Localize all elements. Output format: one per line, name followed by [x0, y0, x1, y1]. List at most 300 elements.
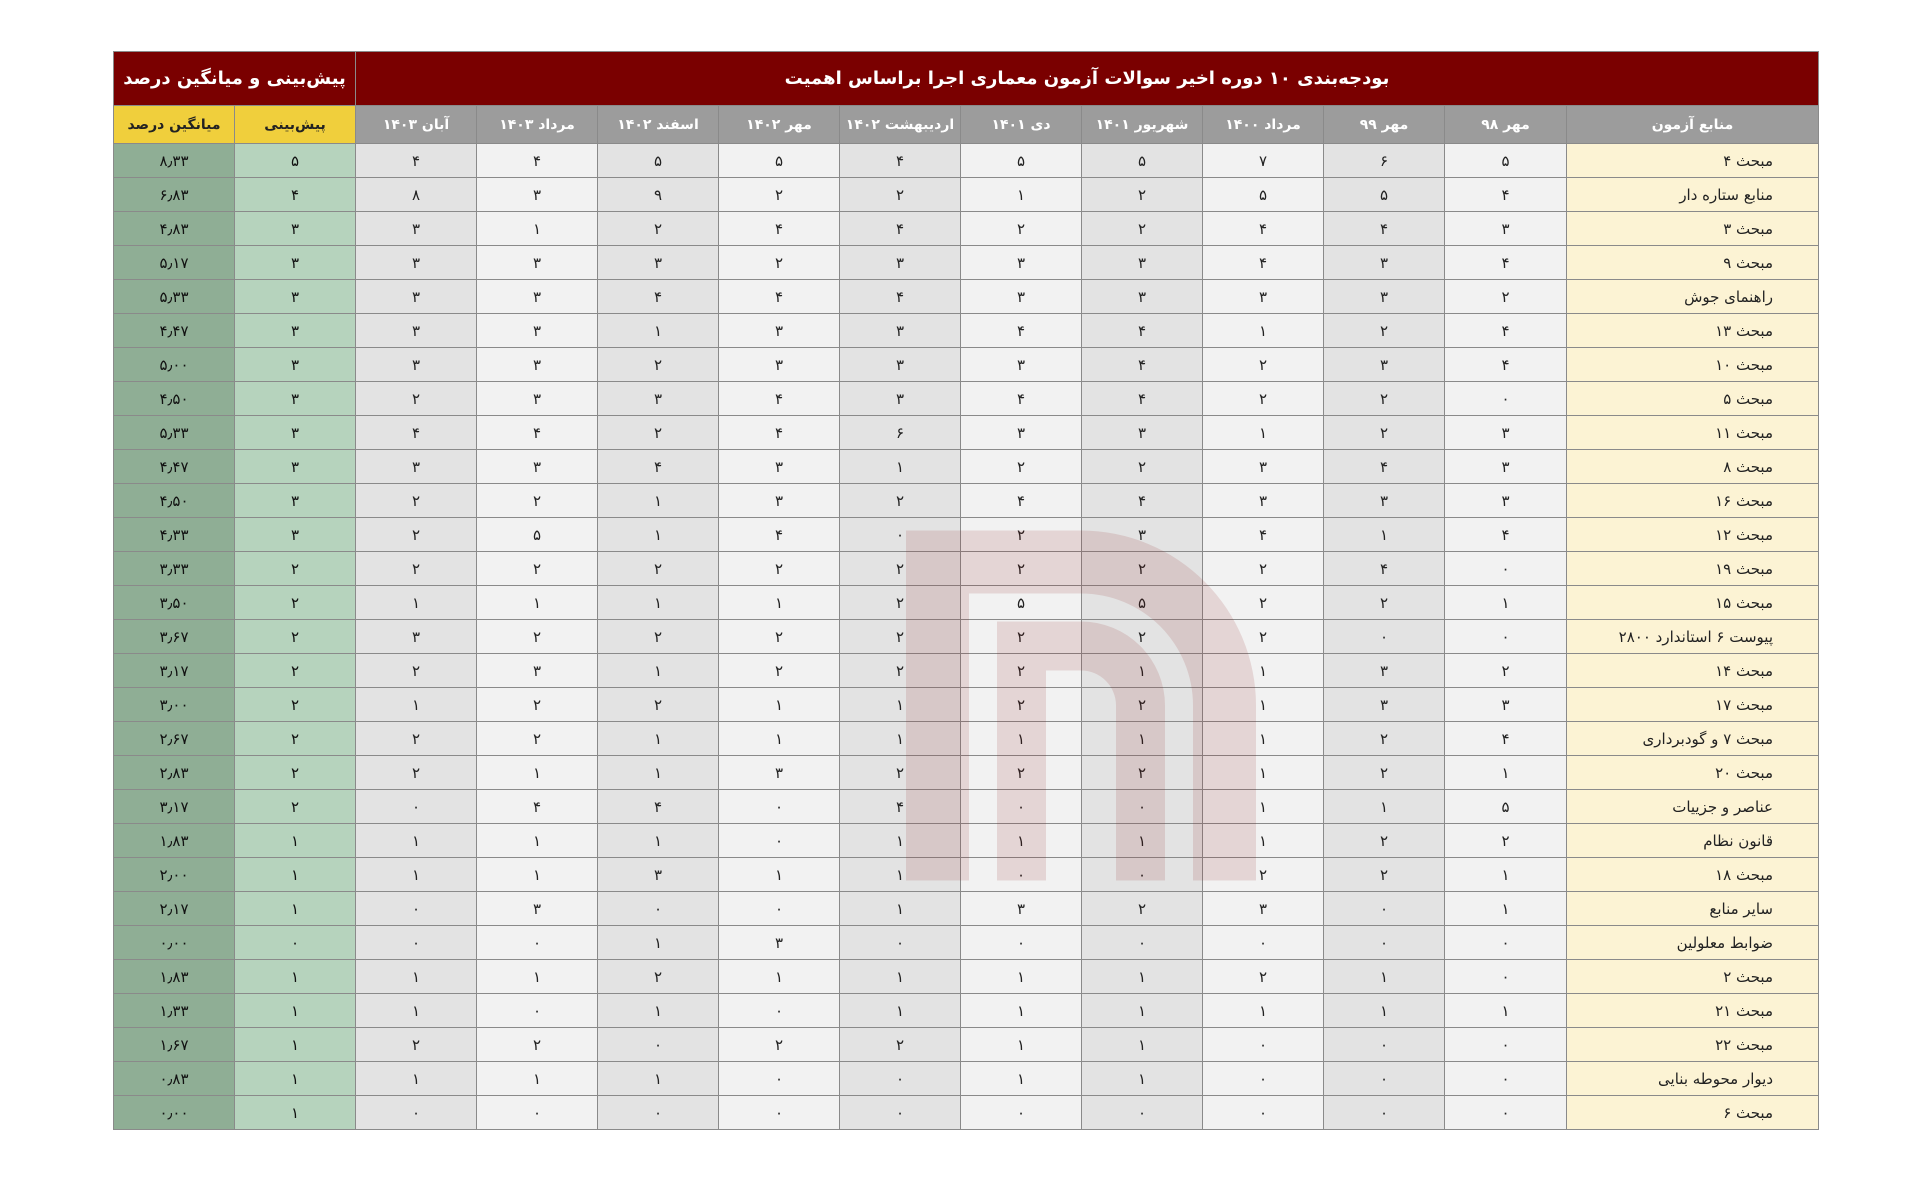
- source-name-cell: مبحث ۲۲: [1567, 1028, 1819, 1062]
- period-count-cell: ۳: [961, 416, 1082, 450]
- prediction-cell: ۳: [235, 450, 356, 484]
- period-count-cell: ۲: [840, 756, 961, 790]
- period-count-cell: ۱: [840, 824, 961, 858]
- average-percent-cell: ۱٫۳۳: [114, 994, 235, 1028]
- period-count-cell: ۲: [840, 620, 961, 654]
- period-count-cell: ۴: [598, 450, 719, 484]
- period-count-cell: ۰: [1445, 382, 1567, 416]
- period-count-cell: ۳: [719, 484, 840, 518]
- period-count-cell: ۰: [961, 1096, 1082, 1130]
- period-count-cell: ۱: [356, 1062, 477, 1096]
- average-percent-cell: ۴٫۵۰: [114, 382, 235, 416]
- period-count-cell: ۳: [1324, 348, 1445, 382]
- period-count-cell: ۱: [1445, 756, 1567, 790]
- period-count-cell: ۳: [477, 450, 598, 484]
- table-row: [114, 620, 1819, 654]
- period-count-cell: ۵: [1324, 178, 1445, 212]
- period-count-cell: ۲: [598, 212, 719, 246]
- period-count-cell: ۰: [1445, 1062, 1567, 1096]
- prediction-cell: ۱: [235, 858, 356, 892]
- period-count-cell: ۳: [1324, 484, 1445, 518]
- period-count-cell: ۴: [598, 790, 719, 824]
- period-count-cell: ۶: [840, 416, 961, 450]
- period-count-cell: ۸: [356, 178, 477, 212]
- period-count-cell: ۳: [840, 348, 961, 382]
- period-count-cell: ۰: [719, 1096, 840, 1130]
- period-count-cell: ۱: [598, 1062, 719, 1096]
- source-name-cell: سایر منابع: [1567, 892, 1819, 926]
- period-count-cell: ۱: [356, 688, 477, 722]
- period-count-cell: ۲: [1203, 620, 1324, 654]
- period-count-cell: ۴: [961, 314, 1082, 348]
- period-count-cell: ۰: [1324, 892, 1445, 926]
- period-count-cell: ۲: [719, 1028, 840, 1062]
- period-count-cell: ۴: [1082, 314, 1203, 348]
- period-count-cell: ۰: [1082, 926, 1203, 960]
- period-count-cell: ۳: [1082, 246, 1203, 280]
- period-count-cell: ۱: [840, 994, 961, 1028]
- period-count-cell: ۲: [1324, 416, 1445, 450]
- period-count-cell: ۲: [961, 688, 1082, 722]
- table-row: [114, 960, 1819, 994]
- source-name-cell: مبحث ۱۴: [1567, 654, 1819, 688]
- period-count-cell: ۴: [840, 790, 961, 824]
- period-count-cell: ۳: [1324, 280, 1445, 314]
- period-count-cell: ۱: [840, 688, 961, 722]
- table-row: [114, 144, 1819, 178]
- period-count-cell: ۴: [840, 144, 961, 178]
- period-count-cell: ۴: [1203, 212, 1324, 246]
- period-count-cell: ۷: [1203, 144, 1324, 178]
- period-count-cell: ۰: [1324, 1028, 1445, 1062]
- table-row: [114, 552, 1819, 586]
- period-count-cell: ۲: [1203, 586, 1324, 620]
- period-count-cell: ۳: [1324, 654, 1445, 688]
- period-count-cell: ۲: [1082, 620, 1203, 654]
- period-count-cell: ۰: [1203, 926, 1324, 960]
- average-percent-cell: ۰٫۸۳: [114, 1062, 235, 1096]
- period-count-cell: ۲: [1203, 382, 1324, 416]
- period-count-cell: ۳: [1445, 688, 1567, 722]
- prediction-cell: ۱: [235, 1028, 356, 1062]
- period-count-cell: ۵: [1082, 586, 1203, 620]
- period-count-cell: ۰: [598, 1028, 719, 1062]
- average-percent-cell: ۴٫۴۷: [114, 314, 235, 348]
- period-count-cell: ۲: [840, 586, 961, 620]
- source-name-cell: مبحث ۵: [1567, 382, 1819, 416]
- period-count-cell: ۴: [961, 382, 1082, 416]
- period-count-cell: ۱: [1445, 892, 1567, 926]
- period-count-cell: ۱: [961, 1028, 1082, 1062]
- prediction-cell: ۳: [235, 382, 356, 416]
- column-header-period: مهر ۱۴۰۲: [719, 106, 840, 144]
- prediction-cell: ۲: [235, 620, 356, 654]
- source-name-cell: عناصر و جزییات: [1567, 790, 1819, 824]
- period-count-cell: ۲: [598, 960, 719, 994]
- period-count-cell: ۲: [477, 484, 598, 518]
- period-count-cell: ۴: [1445, 722, 1567, 756]
- period-count-cell: ۰: [1324, 926, 1445, 960]
- period-count-cell: ۵: [477, 518, 598, 552]
- period-count-cell: ۲: [840, 552, 961, 586]
- prediction-cell: ۳: [235, 246, 356, 280]
- period-count-cell: ۰: [477, 926, 598, 960]
- prediction-cell: ۱: [235, 1062, 356, 1096]
- period-count-cell: ۲: [961, 756, 1082, 790]
- period-count-cell: ۴: [719, 212, 840, 246]
- column-header-period: آبان ۱۴۰۳: [356, 106, 477, 144]
- period-count-cell: ۲: [1203, 552, 1324, 586]
- source-name-cell: مبحث ۱۵: [1567, 586, 1819, 620]
- period-count-cell: ۴: [477, 416, 598, 450]
- table-row: [114, 212, 1819, 246]
- period-count-cell: ۱: [1203, 790, 1324, 824]
- period-count-cell: ۱: [477, 824, 598, 858]
- period-count-cell: ۰: [719, 1062, 840, 1096]
- period-count-cell: ۱: [840, 722, 961, 756]
- period-count-cell: ۴: [356, 144, 477, 178]
- period-count-cell: ۳: [356, 620, 477, 654]
- period-count-cell: ۱: [1082, 994, 1203, 1028]
- average-percent-cell: ۳٫۱۷: [114, 654, 235, 688]
- period-count-cell: ۲: [1445, 280, 1567, 314]
- period-count-cell: ۲: [1082, 212, 1203, 246]
- period-count-cell: ۱: [961, 722, 1082, 756]
- table-row: [114, 246, 1819, 280]
- average-percent-cell: ۳٫۵۰: [114, 586, 235, 620]
- period-count-cell: ۲: [719, 654, 840, 688]
- period-count-cell: ۲: [356, 382, 477, 416]
- period-count-cell: ۲: [1324, 824, 1445, 858]
- table-row: [114, 1096, 1819, 1130]
- average-percent-cell: ۲٫۰۰: [114, 858, 235, 892]
- period-count-cell: ۲: [356, 552, 477, 586]
- period-count-cell: ۹: [598, 178, 719, 212]
- average-percent-cell: ۰٫۰۰: [114, 926, 235, 960]
- period-count-cell: ۳: [961, 892, 1082, 926]
- period-count-cell: ۳: [1203, 280, 1324, 314]
- period-count-cell: ۱: [356, 960, 477, 994]
- period-count-cell: ۰: [1445, 1028, 1567, 1062]
- table-row: [114, 756, 1819, 790]
- column-header-period: مهر ۹۹: [1324, 106, 1445, 144]
- source-name-cell: مبحث ۱۰: [1567, 348, 1819, 382]
- period-count-cell: ۲: [598, 348, 719, 382]
- table-row: [114, 892, 1819, 926]
- source-name-cell: منابع ستاره دار: [1567, 178, 1819, 212]
- period-count-cell: ۰: [1203, 1028, 1324, 1062]
- average-percent-cell: ۳٫۳۳: [114, 552, 235, 586]
- period-count-cell: ۱: [719, 586, 840, 620]
- period-count-cell: ۳: [1203, 484, 1324, 518]
- period-count-cell: ۲: [356, 1028, 477, 1062]
- prediction-cell: ۰: [235, 926, 356, 960]
- period-count-cell: ۲: [1082, 756, 1203, 790]
- period-count-cell: ۱: [598, 994, 719, 1028]
- period-count-cell: ۳: [356, 246, 477, 280]
- period-count-cell: ۲: [1082, 688, 1203, 722]
- period-count-cell: ۴: [719, 280, 840, 314]
- period-count-cell: ۴: [477, 144, 598, 178]
- period-count-cell: ۰: [598, 1096, 719, 1130]
- period-count-cell: ۱: [1445, 858, 1567, 892]
- prediction-cell: ۲: [235, 756, 356, 790]
- source-name-cell: مبحث ۱۳: [1567, 314, 1819, 348]
- period-count-cell: ۴: [719, 416, 840, 450]
- period-count-cell: ۳: [356, 314, 477, 348]
- period-count-cell: ۳: [356, 212, 477, 246]
- period-count-cell: ۱: [961, 960, 1082, 994]
- column-header-period: اردیبهشت ۱۴۰۲: [840, 106, 961, 144]
- average-percent-cell: ۸٫۳۳: [114, 144, 235, 178]
- source-name-cell: مبحث ۲: [1567, 960, 1819, 994]
- period-count-cell: ۳: [719, 314, 840, 348]
- period-count-cell: ۰: [356, 1096, 477, 1130]
- average-percent-cell: ۲٫۱۷: [114, 892, 235, 926]
- prediction-cell: ۳: [235, 314, 356, 348]
- column-header-source: منابع آزمون: [1567, 106, 1819, 144]
- period-count-cell: ۱: [719, 858, 840, 892]
- period-count-cell: ۴: [1082, 382, 1203, 416]
- column-header-period: اسفند ۱۴۰۲: [598, 106, 719, 144]
- period-count-cell: ۱: [840, 858, 961, 892]
- period-count-cell: ۰: [719, 994, 840, 1028]
- period-count-cell: ۴: [1445, 348, 1567, 382]
- period-count-cell: ۲: [961, 654, 1082, 688]
- period-count-cell: ۳: [477, 892, 598, 926]
- period-count-cell: ۲: [1082, 892, 1203, 926]
- period-count-cell: ۲: [961, 620, 1082, 654]
- period-count-cell: ۲: [477, 1028, 598, 1062]
- period-count-cell: ۱: [1203, 654, 1324, 688]
- period-count-cell: ۱: [1324, 790, 1445, 824]
- period-count-cell: ۱: [961, 824, 1082, 858]
- period-count-cell: ۲: [840, 654, 961, 688]
- average-percent-cell: ۶٫۸۳: [114, 178, 235, 212]
- prediction-cell: ۱: [235, 824, 356, 858]
- period-count-cell: ۰: [477, 994, 598, 1028]
- prediction-cell: ۲: [235, 586, 356, 620]
- period-count-cell: ۱: [598, 926, 719, 960]
- period-count-cell: ۱: [840, 450, 961, 484]
- source-name-cell: مبحث ۱۲: [1567, 518, 1819, 552]
- average-percent-cell: ۵٫۱۷: [114, 246, 235, 280]
- source-name-cell: مبحث ۷ و گودبرداری: [1567, 722, 1819, 756]
- period-count-cell: ۳: [477, 178, 598, 212]
- prediction-cell: ۳: [235, 212, 356, 246]
- period-count-cell: ۰: [840, 518, 961, 552]
- period-count-cell: ۲: [598, 416, 719, 450]
- period-count-cell: ۴: [840, 280, 961, 314]
- period-count-cell: ۳: [961, 280, 1082, 314]
- average-percent-cell: ۵٫۳۳: [114, 416, 235, 450]
- period-count-cell: ۰: [961, 790, 1082, 824]
- period-count-cell: ۲: [598, 552, 719, 586]
- side-title: پیش‌بینی و میانگین درصد: [114, 52, 356, 106]
- prediction-cell: ۳: [235, 280, 356, 314]
- period-count-cell: ۰: [1324, 1062, 1445, 1096]
- table-row: [114, 858, 1819, 892]
- period-count-cell: ۲: [1203, 858, 1324, 892]
- period-count-cell: ۱: [961, 994, 1082, 1028]
- period-count-cell: ۴: [1445, 178, 1567, 212]
- period-count-cell: ۲: [477, 722, 598, 756]
- period-count-cell: ۵: [1445, 144, 1567, 178]
- period-count-cell: ۵: [961, 586, 1082, 620]
- source-name-cell: مبحث ۱۷: [1567, 688, 1819, 722]
- period-count-cell: ۱: [719, 688, 840, 722]
- period-count-cell: ۳: [1324, 688, 1445, 722]
- period-count-cell: ۲: [356, 484, 477, 518]
- table-row: [114, 654, 1819, 688]
- period-count-cell: ۲: [840, 1028, 961, 1062]
- period-count-cell: ۱: [1324, 994, 1445, 1028]
- period-count-cell: ۲: [477, 552, 598, 586]
- table-row: [114, 178, 1819, 212]
- period-count-cell: ۵: [719, 144, 840, 178]
- period-count-cell: ۲: [1324, 382, 1445, 416]
- prediction-cell: ۲: [235, 654, 356, 688]
- period-count-cell: ۴: [840, 212, 961, 246]
- period-count-cell: ۱: [1203, 824, 1324, 858]
- period-count-cell: ۴: [356, 416, 477, 450]
- table-row: [114, 450, 1819, 484]
- source-name-cell: مبحث ۱۱: [1567, 416, 1819, 450]
- period-count-cell: ۳: [598, 858, 719, 892]
- period-count-cell: ۲: [1445, 654, 1567, 688]
- table-row: [114, 688, 1819, 722]
- period-count-cell: ۲: [840, 178, 961, 212]
- period-count-cell: ۰: [961, 858, 1082, 892]
- period-count-cell: ۱: [840, 960, 961, 994]
- period-count-cell: ۲: [719, 178, 840, 212]
- period-count-cell: ۲: [719, 246, 840, 280]
- period-count-cell: ۰: [1445, 552, 1567, 586]
- period-count-cell: ۵: [598, 144, 719, 178]
- average-percent-cell: ۵٫۰۰: [114, 348, 235, 382]
- period-count-cell: ۶: [1324, 144, 1445, 178]
- table-row: [114, 416, 1819, 450]
- period-count-cell: ۲: [1324, 586, 1445, 620]
- period-count-cell: ۲: [1082, 552, 1203, 586]
- period-count-cell: ۳: [1203, 892, 1324, 926]
- table-row: [114, 722, 1819, 756]
- period-count-cell: ۳: [1445, 450, 1567, 484]
- prediction-cell: ۲: [235, 688, 356, 722]
- prediction-cell: ۳: [235, 518, 356, 552]
- period-count-cell: ۴: [477, 790, 598, 824]
- column-header-period: مرداد ۱۴۰۳: [477, 106, 598, 144]
- period-count-cell: ۳: [1445, 416, 1567, 450]
- period-count-cell: ۱: [477, 212, 598, 246]
- average-percent-cell: ۳٫۶۷: [114, 620, 235, 654]
- period-count-cell: ۳: [719, 926, 840, 960]
- period-count-cell: ۵: [1203, 178, 1324, 212]
- period-count-cell: ۱: [961, 1062, 1082, 1096]
- period-count-cell: ۲: [356, 518, 477, 552]
- period-count-cell: ۱: [1203, 722, 1324, 756]
- average-percent-cell: ۲٫۸۳: [114, 756, 235, 790]
- period-count-cell: ۵: [1082, 144, 1203, 178]
- period-count-cell: ۲: [1082, 178, 1203, 212]
- period-count-cell: ۲: [961, 212, 1082, 246]
- source-name-cell: قانون نظام: [1567, 824, 1819, 858]
- average-percent-cell: ۲٫۶۷: [114, 722, 235, 756]
- period-count-cell: ۴: [1324, 552, 1445, 586]
- period-count-cell: ۱: [719, 960, 840, 994]
- period-count-cell: ۱: [1082, 1062, 1203, 1096]
- period-count-cell: ۰: [1082, 790, 1203, 824]
- period-count-cell: ۲: [719, 552, 840, 586]
- period-count-cell: ۰: [1445, 926, 1567, 960]
- prediction-cell: ۱: [235, 994, 356, 1028]
- period-count-cell: ۰: [356, 926, 477, 960]
- column-header-average: میانگین درصد: [114, 106, 235, 144]
- period-count-cell: ۳: [356, 450, 477, 484]
- period-count-cell: ۱: [1203, 314, 1324, 348]
- period-count-cell: ۰: [1203, 1062, 1324, 1096]
- period-count-cell: ۰: [1445, 620, 1567, 654]
- period-count-cell: ۲: [1082, 450, 1203, 484]
- period-count-cell: ۴: [1082, 484, 1203, 518]
- table-row: [114, 790, 1819, 824]
- average-percent-cell: ۵٫۳۳: [114, 280, 235, 314]
- budget-table: [113, 51, 1819, 1130]
- period-count-cell: ۵: [1445, 790, 1567, 824]
- average-percent-cell: ۳٫۱۷: [114, 790, 235, 824]
- prediction-cell: ۲: [235, 552, 356, 586]
- period-count-cell: ۲: [598, 620, 719, 654]
- period-count-cell: ۱: [1445, 586, 1567, 620]
- prediction-cell: ۱: [235, 1096, 356, 1130]
- table-row: [114, 382, 1819, 416]
- period-count-cell: ۱: [598, 484, 719, 518]
- period-count-cell: ۰: [1445, 960, 1567, 994]
- table-row: [114, 586, 1819, 620]
- period-count-cell: ۰: [1082, 858, 1203, 892]
- period-count-cell: ۲: [961, 552, 1082, 586]
- period-count-cell: ۲: [961, 450, 1082, 484]
- period-count-cell: ۳: [1082, 416, 1203, 450]
- period-count-cell: ۲: [1445, 824, 1567, 858]
- period-count-cell: ۱: [477, 960, 598, 994]
- period-count-cell: ۳: [477, 280, 598, 314]
- period-count-cell: ۴: [961, 484, 1082, 518]
- period-count-cell: ۱: [1082, 654, 1203, 688]
- period-count-cell: ۳: [840, 246, 961, 280]
- period-count-cell: ۳: [719, 348, 840, 382]
- column-header-period: دی ۱۴۰۱: [961, 106, 1082, 144]
- table-title: بودجه‌بندی ۱۰ دوره اخیر سوالات آزمون معماری اجرا براساس اهمیت: [356, 52, 1819, 106]
- table-row: [114, 1028, 1819, 1062]
- period-count-cell: ۲: [356, 756, 477, 790]
- period-count-cell: ۳: [840, 314, 961, 348]
- period-count-cell: ۳: [477, 348, 598, 382]
- period-count-cell: ۱: [1203, 756, 1324, 790]
- period-count-cell: ۲: [477, 688, 598, 722]
- period-count-cell: ۱: [598, 518, 719, 552]
- period-count-cell: ۱: [356, 994, 477, 1028]
- period-count-cell: ۲: [356, 654, 477, 688]
- period-count-cell: ۴: [1203, 246, 1324, 280]
- period-count-cell: ۱: [598, 824, 719, 858]
- period-count-cell: ۱: [477, 756, 598, 790]
- table-row: [114, 518, 1819, 552]
- table-row: [114, 824, 1819, 858]
- period-count-cell: ۴: [719, 382, 840, 416]
- source-name-cell: پیوست ۶ استاندارد ۲۸۰۰: [1567, 620, 1819, 654]
- period-count-cell: ۰: [719, 892, 840, 926]
